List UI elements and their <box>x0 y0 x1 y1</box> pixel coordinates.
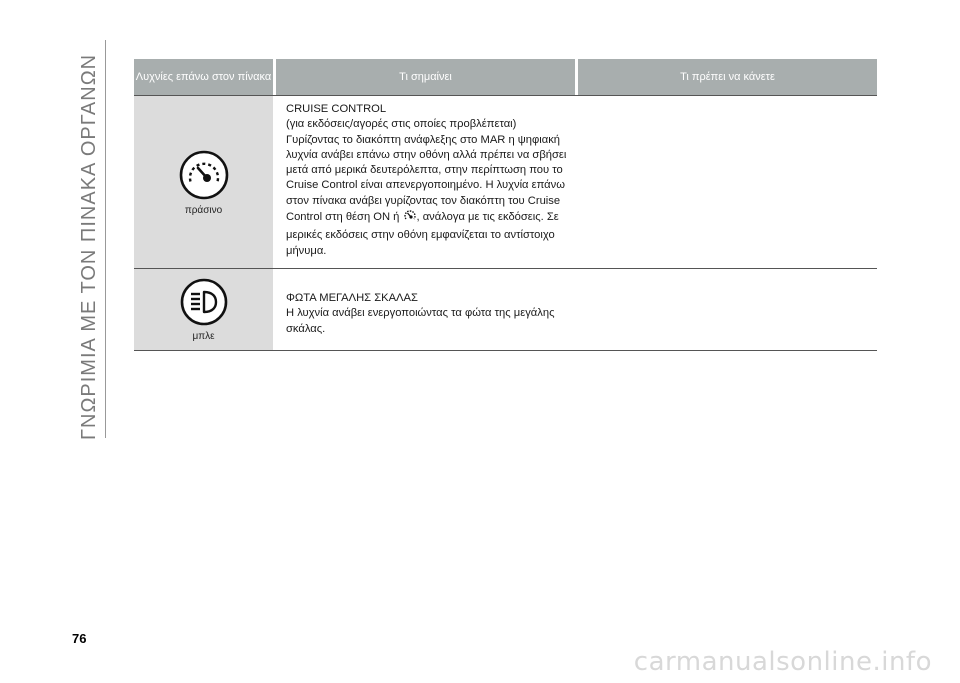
lamp-color-label: πράσινο <box>184 204 223 216</box>
table-header <box>134 59 877 95</box>
watermark: carmanualsonline.info <box>633 647 932 677</box>
page-number: 76 <box>72 631 87 646</box>
lamp-cell <box>134 96 273 268</box>
action-cell <box>575 96 877 268</box>
section-divider <box>105 40 106 438</box>
meaning-cell <box>276 96 575 268</box>
cruise-control-inline-icon <box>403 209 417 228</box>
header-lights: Λυχνίες επάνω στον πίνακα <box>134 59 273 95</box>
lamp-cell <box>134 269 273 350</box>
table-row <box>134 96 877 269</box>
header-meaning: Τι σημαίνει <box>276 59 575 95</box>
light-description: (για εκδόσεις/αγορές στις οποίες προβλέπεται) Γυρίζοντας το διακόπτη ανάφλεξης στο MAR η ψηφιακή λυχνία ανάβει επάνω στην οθόνη αλλά πρέπει να σβήσει μετά από μερικά δευτερόλεπτα, στην περίπτωση που το Cruise Control είναι απενεργοποιημένο. Η λυχνία επάνω στον πίνακα ανάβει γυρίζοντας τον διακόπτη του Cruise Control στη θέση ON ή <box>286 118 567 224</box>
action-cell <box>575 269 877 350</box>
lamp-color-label: μπλε <box>192 331 215 342</box>
high-beam-icon <box>179 277 229 327</box>
meaning-cell <box>276 269 575 350</box>
light-title: ΦΩΤΑ ΜΕΓΑΛΗΣ ΣΚΑΛΑΣ <box>286 292 418 304</box>
light-description-continued: , ανάλογα με τις εκδόσεις. Σε μερικές εκδόσεις στην οθόνη εμφανίζεται το αντίστοιχο μήνυμα. <box>286 211 559 257</box>
section-title: ΓΝΩΡΙΜΙΑ ΜΕ ΤΟΝ ΠΙΝΑΚΑ ΟΡΓΑΝΩΝ <box>78 53 100 440</box>
light-title: CRUISE CONTROL <box>286 103 387 115</box>
warning-lights-table <box>134 59 877 351</box>
header-action: Τι πρέπει να κάνετε <box>578 59 877 95</box>
light-description: Η λυχνία ανάβει ενεργοποιώντας τα φώτα της μεγάλης σκάλας. <box>286 307 555 335</box>
cruise-control-icon <box>178 149 230 201</box>
table-row <box>134 269 877 351</box>
